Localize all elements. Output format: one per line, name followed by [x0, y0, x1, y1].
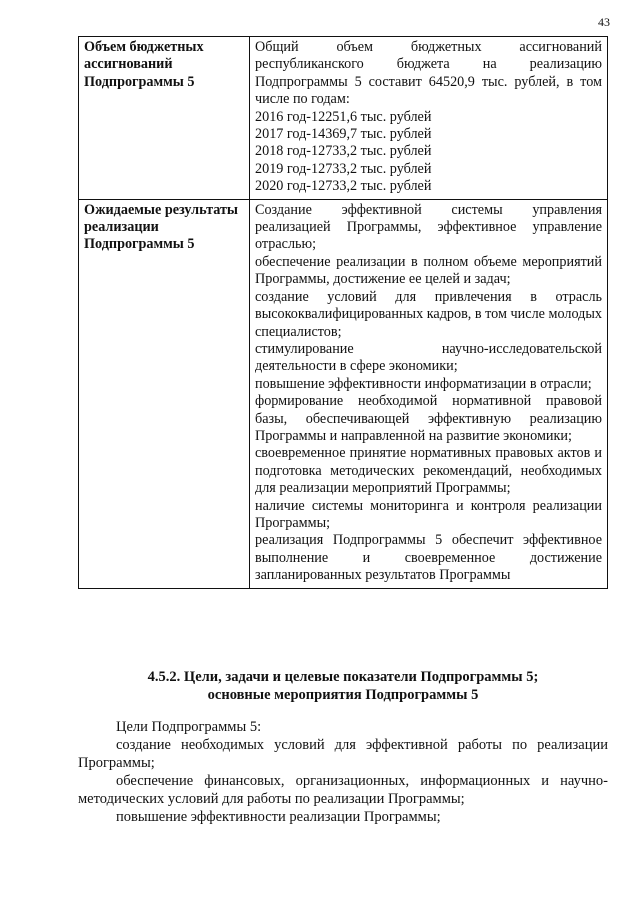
budget-year-2019: 2019 год-12733,2 тыс. рублей: [255, 160, 432, 177]
paragraph: повышение эффективности реализации Программы;: [116, 809, 441, 825]
table-row-budget: [79, 37, 608, 200]
paragraph: создание необходимых условий для эффективной работы по реализации Программы;: [78, 737, 608, 771]
page-number: 43: [598, 15, 610, 29]
budget-text: Общий объем бюджетных ассигнований республиканского бюджета на реализацию Подпрограммы 5 составит 64520,9 тыс. рублей, в том числе по годам:: [255, 39, 602, 108]
result-item: Создание эффективной системы управления реализацией Программы, эффективное управление отраслью;: [255, 201, 602, 253]
paragraph: обеспечение финансовых, организационных, информационных и научно-методических условий для работы по реализации Программы;: [78, 773, 608, 807]
row-content-budget: [250, 37, 608, 200]
row-label-results: Ожидаемые результаты реализации Подпрограммы 5: [79, 199, 250, 588]
body-text: [78, 718, 608, 826]
paragraph-goals-intro: Цели Подпрограммы 5:: [116, 719, 262, 735]
result-item: создание условий для привлечения в отрасль высококвалифицированных кадров, в том числе молодых специалистов;: [255, 288, 602, 340]
table-row-results: [79, 199, 608, 588]
section-heading: [78, 668, 608, 704]
budget-year-2016: 2016 год-12251,6 тыс. рублей: [255, 108, 432, 125]
result-item: реализация Подпрограммы 5 обеспечит эффективное выполнение и своевременное достижение запланированных результатов Программы: [255, 532, 602, 584]
budget-year-2017: 2017 год-14369,7 тыс. рублей: [255, 126, 432, 143]
budget-year-2018: 2018 год-12733,2 тыс. рублей: [255, 143, 432, 160]
result-item: стимулирование научно-исследовательской деятельности в сфере экономики;: [255, 340, 602, 375]
row-label-budget: Объем бюджетных ассигнований Подпрограммы 5: [79, 37, 250, 200]
subprogram-passport-table: [78, 36, 608, 589]
section-heading-line-2: основные мероприятия Подпрограммы 5: [207, 687, 479, 703]
budget-year-2020: 2020 год-12733,2 тыс. рублей: [255, 178, 432, 195]
row-content-results: [250, 199, 608, 588]
result-item: повышение эффективности информатизации в отрасли;: [255, 375, 592, 392]
result-item: формирование необходимой нормативной правовой базы, обеспечивающей эффективную реализацию Программы и направленной на развитие экономики;: [255, 393, 602, 444]
result-item: своевременное принятие нормативных правовых актов и подготовка методических рекомендаций, необходимых для реализации мероприятий Программы;: [255, 445, 602, 497]
section-heading-line-1: 4.5.2. Цели, задачи и целевые показатели Подпрограммы 5;: [147, 669, 539, 685]
result-item: обеспечение реализации в полном объеме мероприятий Программы, достижение ее целей и задач;: [255, 253, 602, 288]
result-item: наличие системы мониторинга и контроля реализации Программы;: [255, 497, 602, 531]
